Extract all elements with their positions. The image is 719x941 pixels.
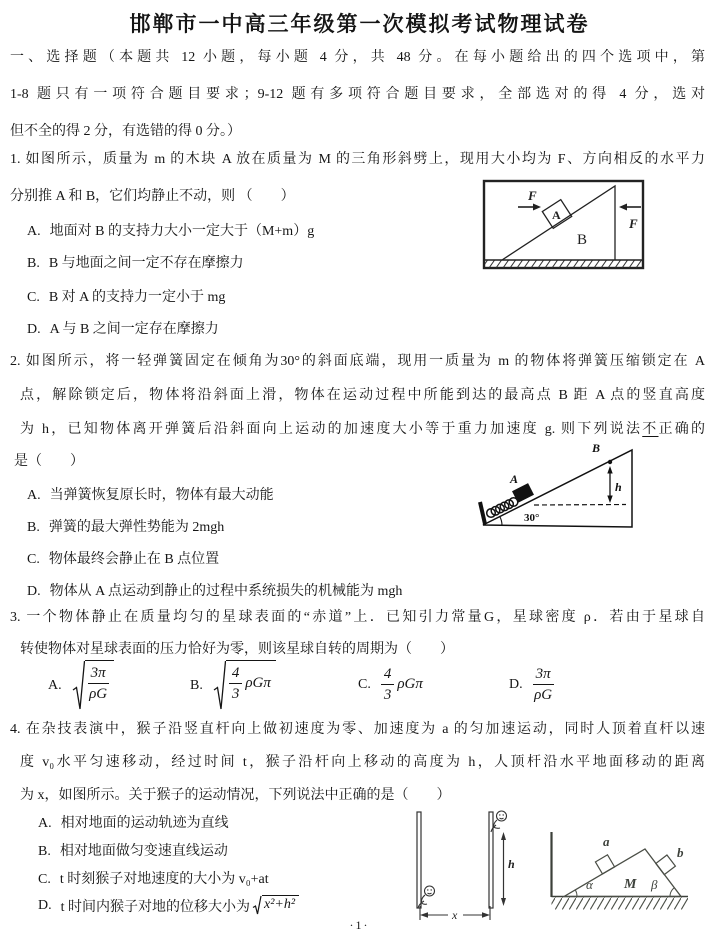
dashed-height-reference (534, 505, 626, 506)
option-label: D. (27, 584, 41, 599)
q4-option-c (38, 868, 269, 888)
radical-sign (213, 660, 226, 712)
q1-option-d (27, 318, 219, 338)
option-label: D. (38, 897, 52, 913)
stem-text: 正确的 (658, 422, 706, 437)
q4-option-a (38, 812, 229, 832)
fraction: $\frac{3\pi}{\rho G}$ (534, 666, 553, 703)
expression-tail: ρGπ (245, 675, 271, 691)
option-label: D. (509, 676, 523, 692)
height-arrow (607, 466, 612, 503)
option-text: 物体最终会静止在 B 点位置 (48, 552, 220, 567)
option-text: 当弹簧恢复原长时，物体有最大动能 (49, 488, 274, 503)
spring-base-wall (480, 502, 485, 524)
q2-stem-line-3 (20, 420, 705, 439)
q1-stem-line-1: 1. 如图所示，质量为 m 的木块 A 放在质量为 M 的三角形斜劈上，现用大小均为 F、方向相反的水平力 (10, 152, 705, 167)
angle-arc-left (575, 890, 577, 897)
option-text: t 时刻猴子对地速度的大小为 v₀+at (59, 872, 269, 887)
q3-option-d (509, 665, 554, 704)
force-label-left: F (528, 188, 537, 203)
point-a-label: A (510, 472, 519, 486)
q1-figure-wedge-forces (482, 178, 648, 274)
ground-hatch (485, 260, 642, 268)
option-label: A. (27, 224, 41, 239)
left-pole (417, 812, 421, 908)
block-b-label: b (677, 845, 684, 860)
q2-option-a (27, 484, 274, 504)
angle-label: 30° (524, 512, 540, 524)
q3-stem-line-1: 3. 一个物体静止在质量均匀的星球表面的“赤道”上．已知引力常量G，星球密度 ρ．若由于星球自 (10, 610, 705, 625)
fraction: $\frac{3\pi}{\rho G}$ (89, 665, 108, 702)
option-label: B. (27, 256, 40, 271)
fraction: $\frac{4}{3}$ (381, 665, 395, 704)
q4-figure-poles-monkeys (400, 798, 522, 932)
block-a-label: A (552, 208, 561, 222)
q2-stem-line-2: 点，解除锁定后，物体将沿斜面上滑，物体在运动过程中所能到达的最高点 B 距 A 点的竖直高度 (20, 388, 705, 403)
wedge-mass-label: M (624, 877, 637, 892)
q2-stem-line-4: 是（ ） (14, 454, 84, 469)
radical-sign (72, 660, 85, 712)
q4-stem-line-3: 为 x，如图所示。关于猴子的运动情况，下列说法中正确的是（ ） (20, 788, 451, 803)
option-text: 物体从 A 点运动到静止的过程中系统损失的机械能为 mgh (49, 584, 403, 599)
block-a-label: a (603, 834, 610, 849)
option-label: B. (38, 844, 51, 859)
option-text: 弹簧的最大弹性势能为 2mgh (48, 520, 225, 535)
height-label: h (508, 857, 515, 871)
underlined-char: 不 (642, 422, 659, 437)
q3-option-c (358, 665, 423, 704)
option-text: t 时间内猴子对地的位移大小为 (60, 899, 251, 915)
q2-option-d (27, 580, 402, 600)
option-text: B 与地面之间一定不存在摩擦力 (48, 256, 244, 271)
radicand: x²+h² (262, 895, 299, 913)
option-text: 相对地面做匀变速直线运动 (59, 844, 228, 859)
option-text: 相对地面的运动轨迹为直线 (60, 816, 229, 831)
q4-option-d (38, 895, 299, 916)
height-label: h (615, 480, 622, 494)
q2-stem-line-1: 2. 如图所示，将一轻弹簧固定在倾角为30°的斜面底端，现用一质量为 m 的物体将弹簧压缩锁定在 A (10, 354, 705, 369)
angle-arc (500, 516, 503, 526)
stem-text: 为 h，已知物体离开弹簧后沿斜面向上运动的加速度大小等于重力加速度 g. 则下列说法 (20, 422, 643, 437)
page-number: ·1· (349, 918, 370, 932)
option-label: B. (190, 678, 203, 693)
block-on-incline (512, 483, 534, 503)
wedge-triangle (502, 186, 615, 260)
option-label: C. (358, 676, 371, 692)
q2-figure-incline-spring (458, 438, 644, 548)
page-title: 邯郸市一中高三年级第一次模拟考试物理试卷 (129, 12, 590, 36)
option-label: C. (38, 872, 51, 887)
intro-line-2: 1-8 题只有一项符合题目要求；9-12 题有多项符合题目要求，全部选对的得 4 分，选对 (10, 87, 705, 102)
block-a (595, 855, 614, 874)
wedge-b-label: B (577, 232, 588, 248)
q1-stem-line-2: 分别推 A 和 B，它们均静止不动，则 （ ） (10, 189, 295, 204)
sqrt-expression (213, 660, 276, 712)
q1-option-a (27, 220, 314, 240)
option-label: A. (27, 488, 41, 503)
option-text: 地面对 B 的支持力大小一定大于（M+m）g (49, 224, 315, 239)
distance-label: x (452, 908, 458, 922)
q3-stem-line-2: 转使物体对星球表面的压力恰好为零，则该星球自转的周期为（ ） (20, 642, 454, 657)
ground-hatch (552, 898, 689, 910)
option-label: D. (27, 322, 41, 337)
point-b-dot (608, 460, 612, 464)
spring-icon (487, 498, 518, 518)
expression-tail: ρGπ (397, 676, 423, 692)
force-arrow-right (619, 204, 641, 211)
radical-sign (252, 895, 262, 916)
intro-line-1: 一、选择题（本题共 12 小题，每小题 4 分，共 48 分。在每小题给出的四个选项中，第 (10, 50, 705, 65)
block-b (656, 855, 676, 875)
option-text: B 对 A 的支持力一定小于 mg (48, 290, 226, 305)
height-arrow (501, 832, 506, 906)
option-label: A. (38, 816, 52, 831)
angle-right-label: β (651, 877, 658, 892)
intro-line-3: 但不全的得 2 分，有选错的得 0 分。） (10, 124, 241, 139)
force-arrow-left (518, 204, 541, 211)
option-label: C. (27, 552, 40, 567)
figure-border (484, 181, 643, 268)
q3-option-b (190, 660, 276, 712)
sqrt-expression (252, 895, 299, 916)
q4-stem-line-2: 度 v₀水平匀速移动，经过时间 t，猴子沿杆向上移动的高度为 h，人顶杆沿水平地面移动的距离 (20, 755, 705, 770)
right-pole (489, 812, 493, 908)
point-b-label: B (592, 441, 601, 455)
angle-left-label: α (586, 877, 593, 892)
option-label: B. (27, 520, 40, 535)
fraction: $\frac{4}{3}$ (229, 664, 243, 703)
q4-stem-line-1: 4. 在杂技表演中，猴子沿竖直杆向上做初速度为零、加速度为 a 的匀加速运动，同时人顶着直杆以速 (10, 722, 705, 737)
q1-option-c (27, 286, 225, 306)
q1-option-b (27, 252, 244, 272)
q3-option-a (48, 660, 114, 712)
angle-arc-right (670, 888, 674, 897)
q4-option-b (38, 840, 228, 860)
force-label-right: F (629, 216, 638, 231)
sqrt-expression (72, 660, 114, 712)
option-label: A. (48, 678, 62, 693)
option-label: C. (27, 290, 40, 305)
option-text: A 与 B 之间一定存在摩擦力 (49, 322, 219, 337)
q2-option-b (27, 516, 224, 536)
q2-option-c (27, 548, 219, 568)
